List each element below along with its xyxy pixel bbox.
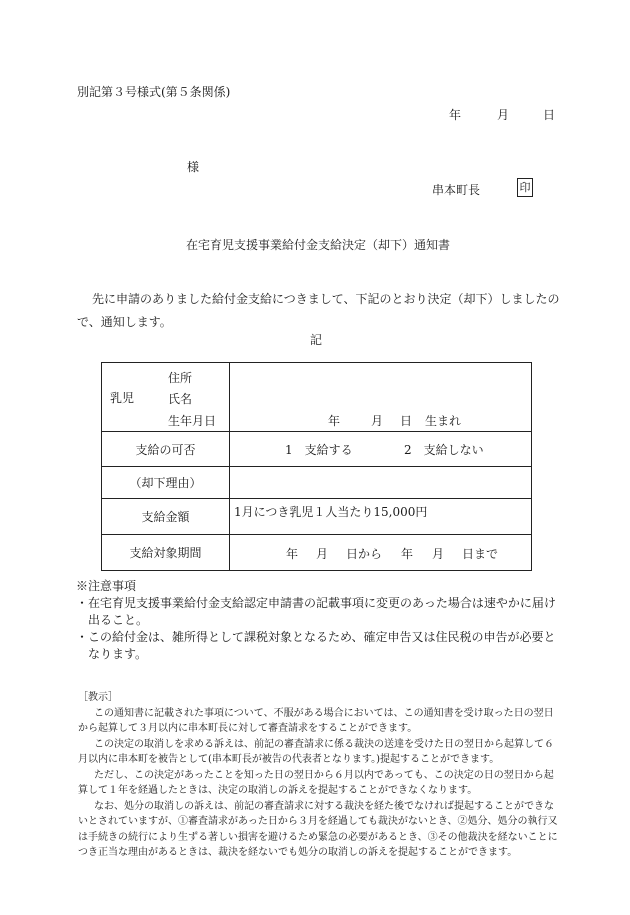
address-label: 住所: [168, 371, 193, 385]
decision-table: [101, 362, 532, 571]
date-year: 年: [449, 108, 462, 122]
reject-reason-value: [230, 467, 532, 499]
period-value-cell: [230, 535, 532, 571]
amount-value: 1月につき乳児１人当たり15,000円: [234, 505, 428, 519]
infant-label: 乳児: [110, 391, 135, 405]
dob-label: 生年月日: [168, 414, 217, 428]
date-day: 日: [543, 108, 556, 122]
approval-option-reject: 2 支給しない: [404, 443, 484, 457]
table-row-approval: [102, 432, 532, 467]
period-year-to: 年: [401, 547, 414, 561]
instruction-header: ［教示］: [78, 692, 118, 703]
period-day-from: 日から: [346, 547, 383, 561]
period-month-to: 月: [432, 547, 445, 561]
instruction-paragraph-3: ただし、この決定があったことを知った日の翌日から６月以内であっても、この決定の日の翌日から起算して１年を経過したときは、決定の取消しの訴えを提起することができなくなります。: [78, 769, 554, 796]
instruction-section: [78, 690, 558, 861]
ki-heading: 記: [310, 333, 323, 347]
table-row-amount: [102, 499, 532, 535]
amount-label: 支給金額: [102, 499, 230, 535]
approval-label: 支給の可否: [102, 432, 230, 467]
infant-value-cell: [230, 363, 532, 432]
approval-option-approve: 1 支給する: [285, 443, 353, 457]
form-reference: 別記第３号様式(第５条関係): [77, 85, 231, 99]
issuer-name: 串本町長: [432, 183, 481, 197]
infant-label-cell: [102, 363, 230, 432]
period-label: 支給対象期間: [102, 535, 230, 571]
amount-value-cell: [230, 499, 532, 535]
dob-month: 月: [371, 414, 384, 428]
body-line-1: 先に申請のありました給付金支給につきまして、下記のとおり決定（却下）しましたの: [92, 292, 560, 306]
note-item-1: ・在宅育児支援事業給付金支給認定申請書の記載事項に変更のあった場合は速やかに届け出ること。: [76, 596, 556, 627]
addressee-suffix: 様: [187, 160, 200, 174]
notes-section: [76, 578, 566, 663]
table-row-period: [102, 535, 532, 571]
instruction-paragraph-2: この決定の取消しを求める訴えは、前記の審査請求に係る裁決の送達を受けた日の翌日から起算して６月以内に串本町を被告として(串本町長が被告の代表者となります。)提起することができます。: [78, 738, 554, 765]
approval-options-cell: [230, 432, 532, 467]
notes-header: ※注意事項: [76, 579, 137, 593]
period-year-from: 年: [286, 547, 299, 561]
table-row-infant: [102, 363, 532, 432]
dob-year: 年: [328, 414, 341, 428]
note-item-2: ・この給付金は、雑所得として課税対象となるため、確定申告又は住民税の申告が必要となります。: [76, 630, 556, 661]
dob-day: 日: [400, 414, 413, 428]
instruction-paragraph-4: なお、処分の取消しの訴えは、前記の審査請求に対する裁決を経た後でなければ提起することができないとされていますが、①審査請求があった日から３月を経過しても裁決がないとき、②処分、処分の執行又は手続きの続行により生ずる著しい損害を避けるため緊急の必要があるとき、③その他裁決を経ないことにつき正当な理由があるときは、裁決を経ないでも処分の取消しの訴えを提起することができます。: [78, 800, 558, 858]
document-title: 在宅育児支援事業給付金支給決定（却下）通知書: [186, 238, 451, 252]
body-line-2: で、通知します。: [77, 315, 172, 329]
seal-stamp: 印: [517, 178, 533, 197]
date-month: 月: [497, 108, 510, 122]
table-row-reject-reason: [102, 467, 532, 499]
name-label: 氏名: [168, 392, 193, 406]
period-day-to: 日まで: [462, 547, 499, 561]
instruction-paragraph-1: この通知書に記載された事項について、不服がある場合においては、この通知書を受け取った日の翌日から起算して３月以内に串本町長に対して審査請求をすることができます。: [78, 707, 554, 734]
reject-reason-label: （却下理由）: [102, 467, 230, 499]
dob-suffix: 生まれ: [425, 414, 462, 428]
period-month-from: 月: [316, 547, 329, 561]
